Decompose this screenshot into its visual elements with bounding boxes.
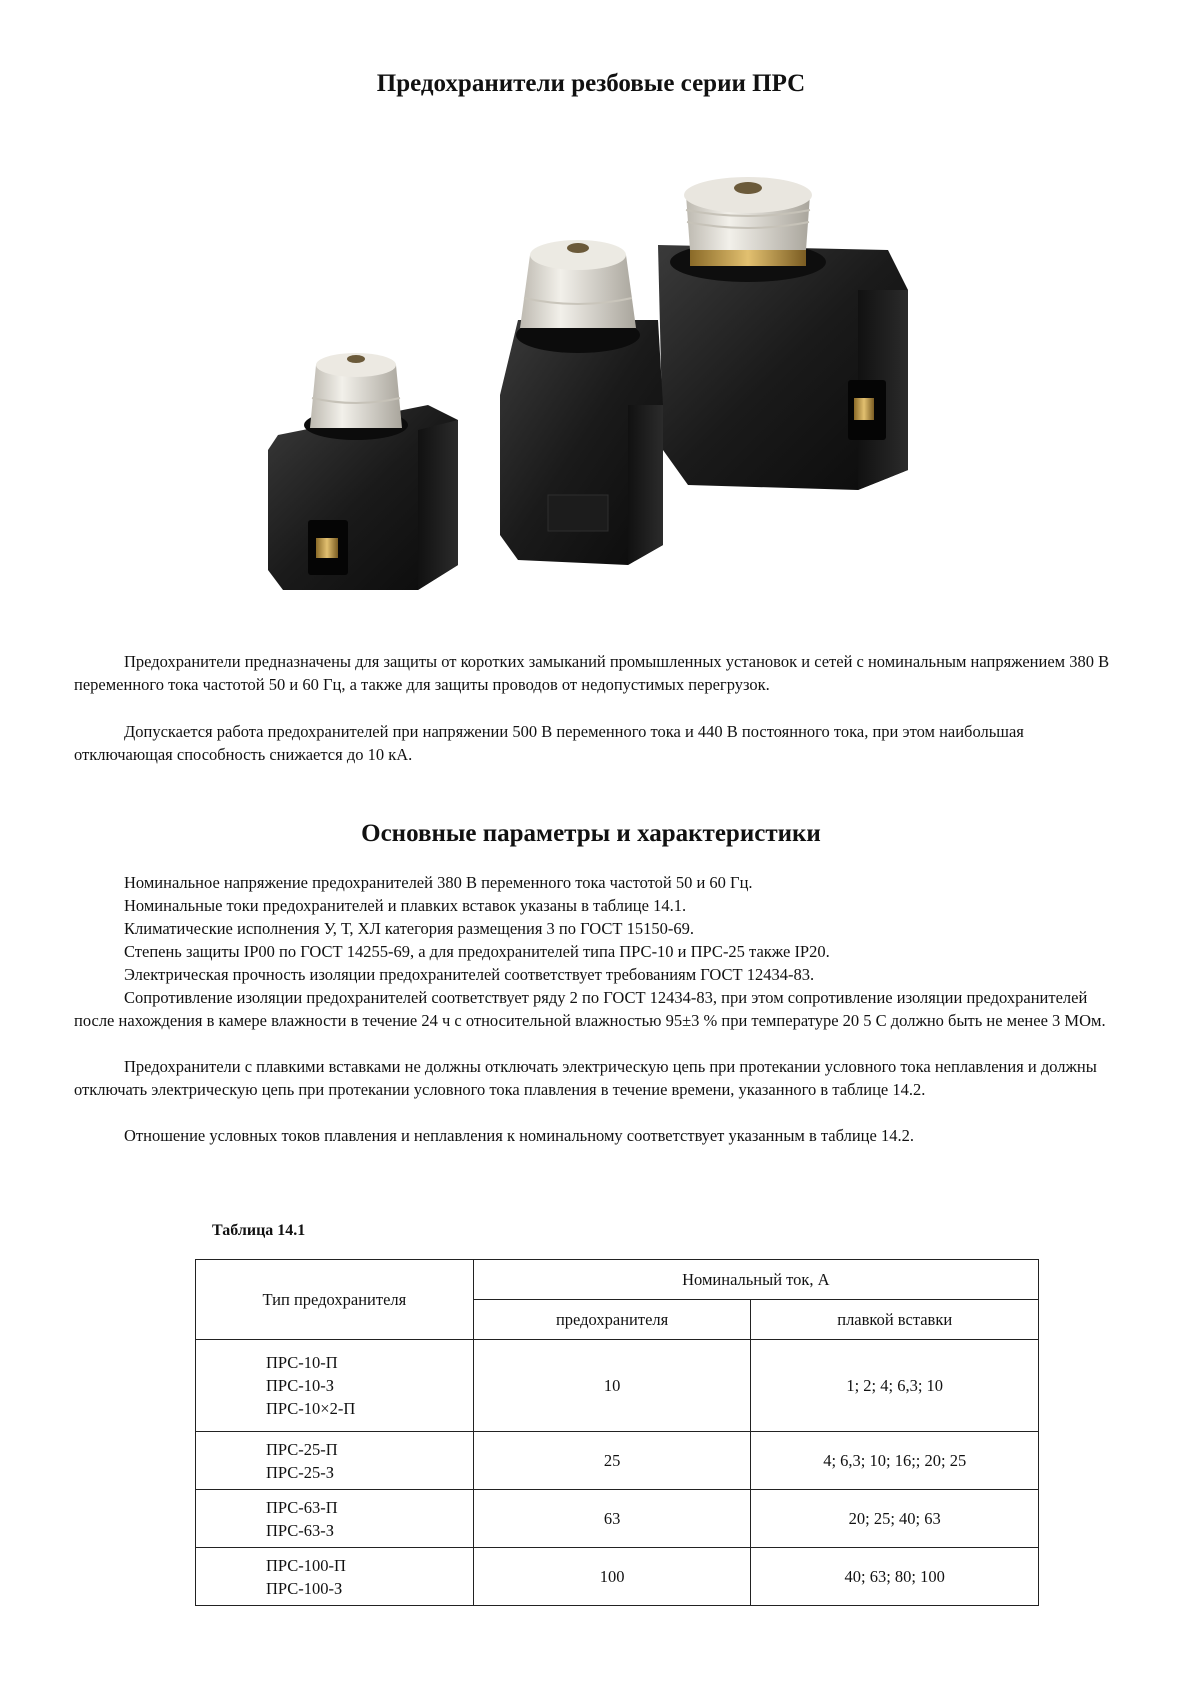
type-name: ПРС-25-З	[266, 1462, 335, 1482]
fuse-product-photo	[268, 170, 988, 640]
header-fuse-link: плавкой вставки	[751, 1300, 1039, 1340]
param-paragraph-6	[74, 986, 1120, 1032]
large-fuse	[658, 177, 908, 490]
type-cell	[196, 1490, 474, 1548]
table-header-row-1	[196, 1260, 1039, 1300]
param-text-2: Номинальные токи предохранителей и плавких вставок указаны в таблице 14.1.	[124, 896, 687, 915]
param-paragraph-2	[74, 894, 1120, 917]
table-row	[196, 1340, 1039, 1432]
param-paragraph-4	[74, 940, 1120, 963]
type-name: ПРС-63-З	[266, 1520, 335, 1540]
param-text-3: Климатические исполнения У, Т, ХЛ категория размещения 3 по ГОСТ 15150-69.	[124, 919, 694, 938]
type-cell	[196, 1548, 474, 1606]
param-text-6: Сопротивление изоляции предохранителей соответствует ряду 2 по ГОСТ 12434-83, при этом сопротивление изоляции предохранителей после нахождения в камере влажности в течение 24 ч с относительной влажностью 95±3 % при температуре 20 5 С должно быть не менее 3 МОм.	[74, 988, 1106, 1030]
fuse-current-cell: 100	[473, 1548, 751, 1606]
type-name: ПРС-63-П	[266, 1497, 338, 1517]
param-text-8: Отношение условных токов плавления и неплавления к номинальному соответствует указанным в таблице 14.2.	[124, 1126, 914, 1145]
link-current-cell: 1; 2; 4; 6,3; 10	[751, 1340, 1039, 1432]
type-cell	[196, 1432, 474, 1490]
param-paragraph-5	[74, 963, 1120, 986]
table-row	[196, 1548, 1039, 1606]
param-paragraph-1	[74, 871, 1120, 894]
fuse-current-cell: 63	[473, 1490, 751, 1548]
table-row	[196, 1490, 1039, 1548]
link-current-cell: 4; 6,3; 10; 16;; 20; 25	[751, 1432, 1039, 1490]
type-name: ПРС-10-З	[266, 1376, 335, 1395]
type-name: ПРС-100-З	[266, 1578, 343, 1598]
header-fuse: предохранителя	[473, 1300, 751, 1340]
param-paragraph-3	[74, 917, 1120, 940]
rated-current-table	[195, 1259, 1039, 1606]
param-paragraph-8	[74, 1124, 1120, 1147]
param-paragraph-7	[74, 1055, 1120, 1101]
section-title: Основные параметры и характеристики	[361, 820, 821, 847]
type-name: ПРС-25-П	[266, 1439, 338, 1459]
type-name: ПРС-10-П	[266, 1353, 338, 1372]
param-text-1: Номинальное напряжение предохранителей 380 В переменного тока частотой 50 и 60 Гц.	[124, 873, 753, 892]
medium-fuse	[500, 240, 663, 565]
param-text-4: Степень защиты IP00 по ГОСТ 14255-69, а для предохранителей типа ПРС-10 и ПРС-25 также IP20.	[124, 942, 830, 961]
small-fuse	[268, 353, 458, 590]
type-cell	[196, 1340, 474, 1432]
intro-paragraph-1	[74, 650, 1120, 696]
intro-text-2: Допускается работа предохранителей при напряжении 500 В переменного тока и 440 В постоянного тока, при этом наибольшая отключающая способность снижается до 10 кА.	[74, 722, 1024, 764]
intro-paragraph-2	[74, 720, 1120, 766]
fuse-current-cell: 25	[473, 1432, 751, 1490]
table-row	[196, 1432, 1039, 1490]
param-text-5: Электрическая прочность изоляции предохранителей соответствует требованиям ГОСТ 12434-83.	[124, 965, 815, 984]
link-current-cell: 40; 63; 80; 100	[751, 1548, 1039, 1606]
table-caption: Таблица 14.1	[212, 1222, 306, 1239]
param-text-7: Предохранители с плавкими вставками не должны отключать электрическую цепь при протекании условного тока неплавления и должны отключать электрическую цепь при протекании условного тока плавления в течение времени, указанного в таблице 14.2.	[74, 1057, 1097, 1099]
type-name: ПРС-100-П	[266, 1555, 346, 1575]
page-title: Предохранители резбовые серии ПРС	[376, 70, 806, 97]
type-name: ПРС-10×2-П	[266, 1399, 356, 1418]
fuse-current-cell: 10	[473, 1340, 751, 1432]
intro-text-1: Предохранители предназначены для защиты от коротких замыканий промышленных установок и сетей с номинальным напряжением 380 В переменного тока частотой 50 и 60 Гц, а также для защиты проводов от недопустимых перегрузок.	[74, 652, 1110, 694]
header-type: Тип предохранителя	[196, 1260, 474, 1340]
header-rated-current: Номинальный ток, А	[473, 1260, 1038, 1300]
link-current-cell: 20; 25; 40; 63	[751, 1490, 1039, 1548]
